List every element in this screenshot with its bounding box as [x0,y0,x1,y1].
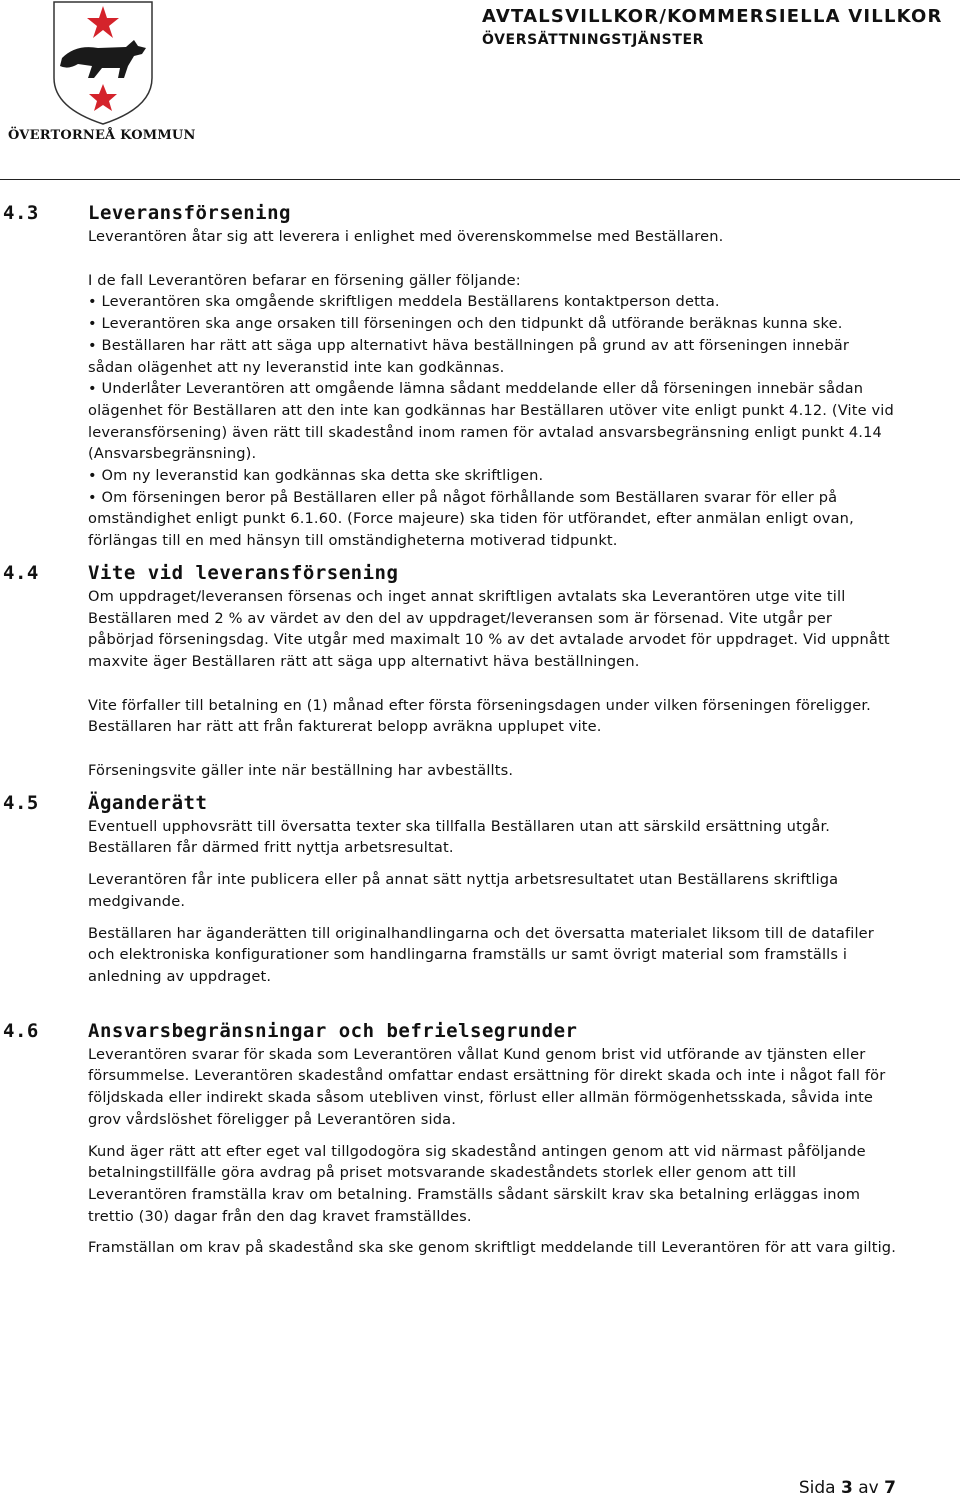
paragraph: Leverantören svarar för skada som Leverantören vållat Kund genom brist vid utförande av tjänsten eller försummelse. Leverantören skadestånd omfattar endast ersättning för direkt skada och inte i något fall för följdskada eller indirekt skada såsom utebliven vinst, förlust eller allmän förmögenhetsskada, såvida inte grov vårdslöshet föreligger på Leverantören sida. [88,1045,886,1128]
section-number: 4.3 [3,202,39,224]
section-number: 4.4 [3,561,39,584]
section-title: Ansvarsbegränsningar och befrielsegrunder [88,1019,578,1042]
bullet-item: • Om förseningen beror på Beställaren eller på något förhållande som Beställaren svarar för eller på omständighet enligt punkt 6.1.60. (Force majeure) ska tiden för utförandet, efter anmälan enligt ovan, förlängas till en med hänsyn till omständigheterna motiverad tidpunkt. [88,488,854,550]
section-number: 4.5 [3,791,39,814]
paragraph: Framställan om krav på skadestånd ska ske genom skriftligt meddelande till Leverantören för att vara giltig. [88,1239,897,1257]
section-title: Vite vid leveransförsening [88,561,399,584]
section-4-4 [0,562,960,782]
section-4-3 [0,202,960,552]
header-divider [0,179,960,180]
section-title: Leveransförsening [88,202,291,224]
section-title: Äganderätt [88,791,208,814]
current-page: 3 [841,1478,853,1498]
paragraph: Vite förfaller till betalning en (1) månad efter första förseningsdagen under vilken förseningen föreligger. Beställaren har rätt att från fakturerat belopp avräkna upplupet vite. [88,696,871,736]
bullet-item: • Underlåter Leverantören att omgående lämna sådant meddelande eller då förseningen innebär sådan olägenhet för Beställaren att den inte kan godkännas har Beställaren utöver vite enligt punkt 4.12. (Vite vid leveransförsening) även rätt till skadestånd inom ramen för avtalad ansvarsbegränsning enligt punkt 4.14 (Ansvarsbegränsning). [88,380,894,463]
paragraph: Leverantören får inte publicera eller på annat sätt nyttja arbetsresultatet utan Beställarens skriftliga medgivande. [88,871,839,910]
section-4-5 [0,792,960,988]
bullet-item: • Beställaren har rätt att säga upp alternativt häva beställningen på grund av att förseningen innebär sådan olägenhet att ny leveranstid inte kan godkännas. [88,336,850,376]
paragraph: Förseningsvite gäller inte när beställning har avbeställts. [88,762,514,780]
paragraph: Kund äger rätt att efter eget val tillgodogöra sig skadestånd antingen genom att vid närmast påföljande betalningstillfälle göra avdrag på priset motsvarande skadeståndets storlek eller genom att till Leverantören framställa krav om betalning. Framställs sådant särskilt krav ska betalning erläggas inom trettio (30) dagar från den dag kravet framställdes. [88,1142,866,1225]
paragraph: Eventuell upphovsrätt till översatta texter ska tillfalla Beställaren utan att särskild ersättning utgår. Beställaren får därmed fritt nyttja arbetsresultat. [88,817,831,857]
bullet-item: • Leverantören ska omgående skriftligen meddela Beställarens kontaktperson detta. [88,293,720,311]
total-pages: 7 [884,1478,896,1498]
paragraph: Om uppdraget/leveransen försenas och inget annat skriftligen avtalats ska Leverantören utge vite till Beställaren med 2 % av värdet av den del av uppdraget/leveransen som är försenad. Vite utgår per påbörjad förseningsdag. Vite utgår med maximalt 10 % av det avtalade arvodet för uppdraget. Vid uppnått maxvite äger Beställaren rätt att säga upp alternativt häva beställningen. [88,587,890,670]
page-separator: av [858,1478,879,1498]
spacer [88,248,898,270]
page-number [799,1478,896,1498]
paragraph: Beställaren har äganderätten till originalhandlingarna och det översatta materialet liksom till de datafiler och elektroniska konfigurationer som handlingarna framställs ur samt övrigt material som framställs i anledning av uppdraget. [88,924,874,985]
bullet-item: • Om ny leveranstid kan godkännas ska detta ske skriftligen. [88,467,544,485]
paragraph: I de fall Leverantören befarar en försening gäller följande: [88,271,521,289]
section-number: 4.6 [3,1019,39,1042]
page-label: Sida [798,1478,836,1498]
document-header [482,6,960,48]
document-subtitle: ÖVERSÄTTNINGSTJÄNSTER [482,32,705,48]
document-body [0,202,960,1259]
document-title: AVTALSVILLKOR/KOMMERSIELLA VILLKOR [482,6,943,27]
section-4-6 [0,1020,960,1259]
bullet-item: • Leverantören ska ange orsaken till förseningen och den tidpunkt då utförande beräknas kunna ske. [88,315,843,333]
coat-of-arms-icon [6,0,206,130]
municipality-name: ÖVERTORNEÅ KOMMUN [8,128,196,143]
paragraph: Leverantören åtar sig att leverera i enlighet med överenskommelse med Beställaren. [88,228,724,245]
